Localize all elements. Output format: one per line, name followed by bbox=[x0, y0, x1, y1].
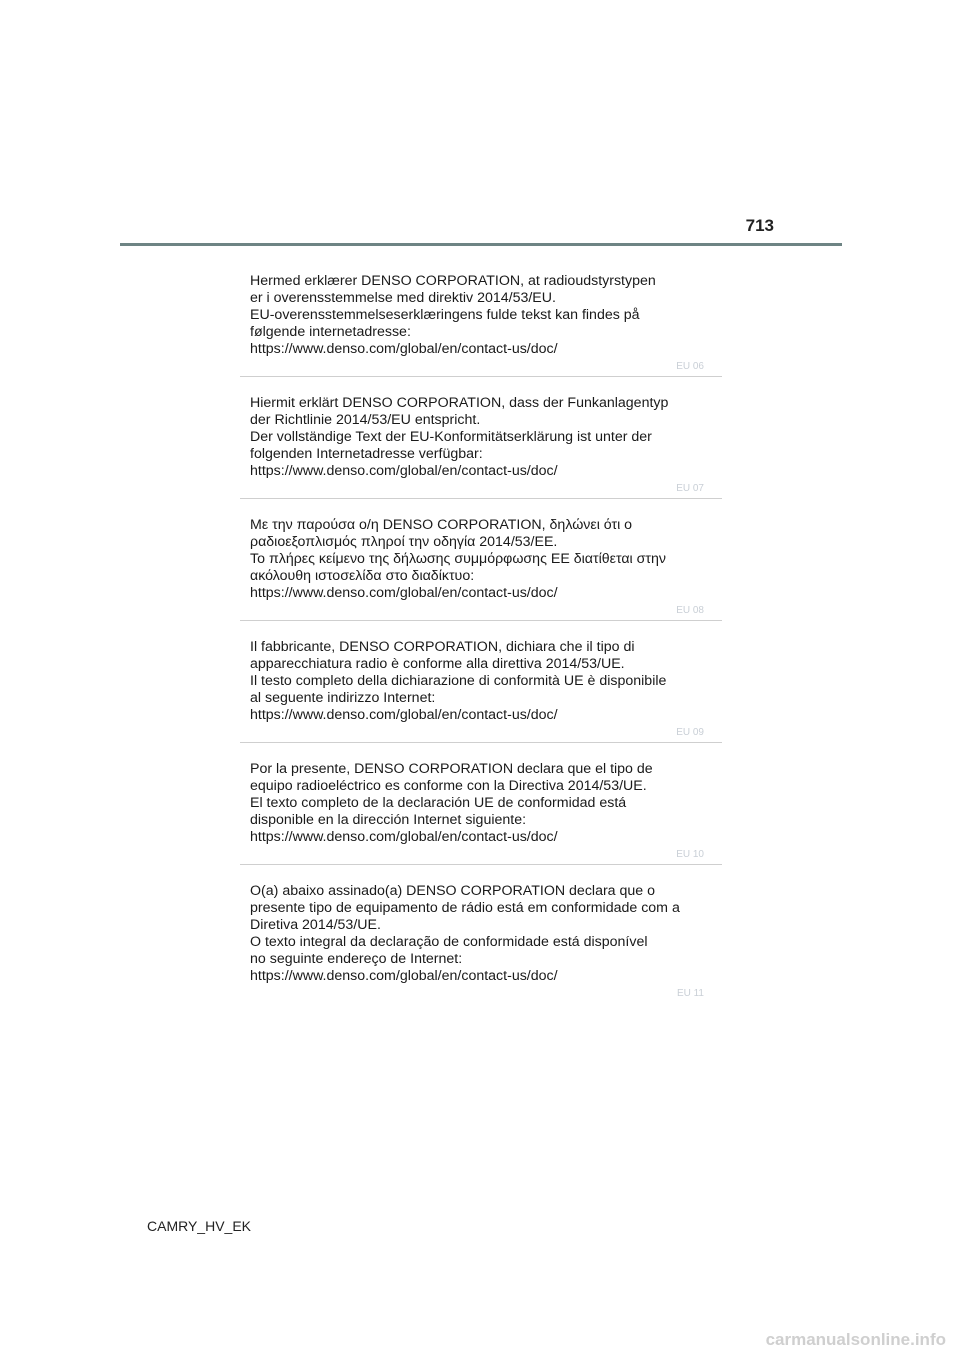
declaration-german bbox=[240, 395, 722, 499]
watermark: carmanualsonline.info bbox=[765, 1330, 946, 1349]
document-code: CAMRY_HV_EK bbox=[147, 1218, 252, 1234]
section-code: EU 07 bbox=[676, 483, 704, 494]
declaration-italian bbox=[240, 639, 722, 743]
header-rule bbox=[120, 243, 842, 246]
section-code: EU 09 bbox=[676, 727, 704, 738]
declaration-text: Hermed erklærer DENSO CORPORATION, at radioudstyrstypen er i overensstemmelse med direktiv 2014/53/EU. EU-overensstemmelseserklæringens fulde tekst kan findes på følgende internetadresse: https://www.denso.com/global/en/contact-us/doc/ bbox=[250, 273, 656, 357]
page-number: 713 bbox=[745, 216, 774, 235]
declaration-text: Με την παρούσα ο/η DENSO CORPORATION, δηλώνει ότι ο ραδιοεξοπλισμός πληροί την οδηγία 2014/53/ΕΕ. Το πλήρες κείμενο της δήλωσης συμμόρφωσης ΕΕ διατίθεται στην ακόλουθη ιστοσελίδα στο διαδίκτυο: https://www.denso.com/global/en/contact-us/doc/ bbox=[250, 517, 666, 601]
section-code: EU 10 bbox=[676, 849, 704, 860]
declaration-spanish bbox=[240, 761, 722, 865]
declaration-text: Il fabbricante, DENSO CORPORATION, dichiara che il tipo di apparecchiatura radio è conforme alla direttiva 2014/53/UE. Il testo completo della dichiarazione di conformità UE è disponibile al seguente indirizzo Internet: https://www.denso.com/global/en/contact-us/doc/ bbox=[250, 639, 667, 723]
declaration-text: Hiermit erklärt DENSO CORPORATION, dass der Funkanlagentyp der Richtlinie 2014/53/EU entspricht. Der vollständige Text der EU-Konformitätserklärung ist unter der folgenden Internetadresse verfügbar: https://www.denso.com/global/en/contact-us/doc/ bbox=[250, 395, 669, 479]
declaration-list bbox=[240, 272, 722, 1003]
declaration-greek bbox=[240, 517, 722, 621]
section-code: EU 06 bbox=[676, 361, 704, 372]
declaration-text: Por la presente, DENSO CORPORATION declara que el tipo de equipo radioeléctrico es conforme con la Directiva 2014/53/UE. El texto completo de la declaración UE de conformidad está disponible en la dirección Internet siguiente: https://www.denso.com/global/en/contact-us/doc/ bbox=[250, 761, 653, 845]
declaration-portuguese bbox=[240, 883, 722, 1003]
declaration-text: O(a) abaixo assinado(a) DENSO CORPORATION declara que o presente tipo de equipamento de rádio está em conformidade com a Diretiva 2014/53/UE. O texto integral da declaração de conformidade está disponível no seguinte endereço de Internet: https://www.denso.com/global/en/contact-us/doc/ bbox=[250, 883, 680, 984]
section-code: EU 08 bbox=[676, 605, 704, 616]
declaration-danish bbox=[240, 272, 722, 377]
section-code: EU 11 bbox=[676, 988, 704, 999]
